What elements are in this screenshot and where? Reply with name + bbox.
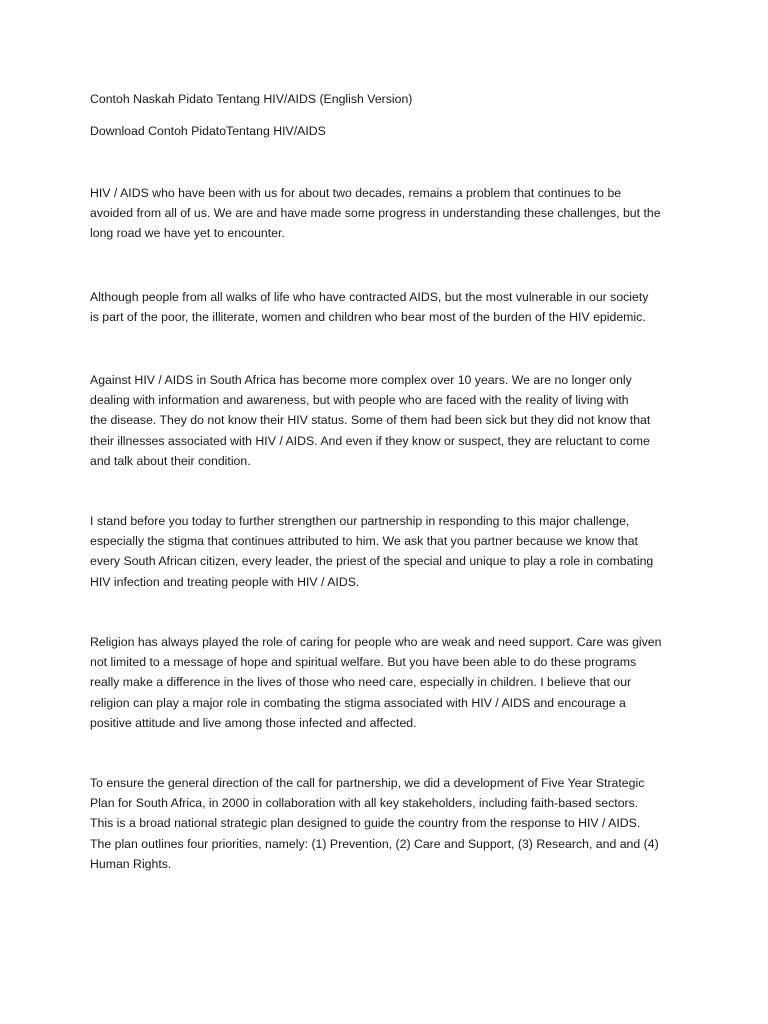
paragraph-line: every South African citizen, every leader, the priest of the special and unique to play a role in combating (90, 554, 654, 569)
paragraph-4 (90, 511, 690, 592)
paragraph-line: long road we have yet to encounter. (90, 226, 285, 241)
paragraph-line: not limited to a message of hope and spiritual welfare. But you have been able to do these programs (90, 655, 637, 670)
paragraph-6 (90, 773, 690, 874)
paragraph-line: HIV / AIDS who have been with us for about two decades, remains a problem that continues to be (90, 186, 622, 200)
document-title-text: Contoh Naskah Pidato Tentang HIV/AIDS (English Version) (90, 92, 413, 106)
paragraph-line: is part of the poor, the illiterate, women and children who bear most of the burden of the HIV epidemic. (90, 310, 646, 325)
paragraph-line: their illnesses associated with HIV / AIDS. And even if they know or suspect, they are reluctant to come (90, 433, 650, 448)
paragraph-line: the disease. They do not know their HIV status. Some of them had been sick but they did not know that (90, 413, 651, 428)
document-title (90, 89, 690, 109)
paragraph-line: religion can play a major role in combating the stigma associated with HIV / AIDS and encourage a (90, 695, 626, 710)
document-subtitle-text: Download Contoh PidatoTentang HIV/AIDS (90, 124, 326, 138)
paragraph-5 (90, 632, 690, 733)
paragraph-line: Against HIV / AIDS in South Africa has become more complex over 10 years. We are no longer only (90, 373, 632, 387)
paragraph-line: I stand before you today to further strengthen our partnership in responding to this major challenge, (90, 514, 630, 528)
paragraph-line: HIV infection and treating people with HIV / AIDS. (90, 574, 360, 589)
paragraph-line: This is a broad national strategic plan designed to guide the country from the response to HIV / AIDS. (90, 816, 641, 831)
paragraph-line: Religion has always played the role of caring for people who are weak and need support. Care was given (90, 635, 662, 649)
paragraph-line: positive attitude and live among those infected and affected. (90, 715, 417, 730)
paragraph-line: avoided from all of us. We are and have made some progress in understanding these challenges, but the (90, 206, 661, 221)
paragraph-line: Human Rights. (90, 856, 172, 871)
paragraph-line: Plan for South Africa, in 2000 in collaboration with all key stakeholders, including faith-based sectors. (90, 796, 639, 811)
paragraph-line: dealing with information and awareness, but with people who are faced with the reality of living with (90, 393, 629, 408)
paragraph-line: To ensure the general direction of the call for partnership, we did a development of Five Year Strategic (90, 776, 645, 790)
paragraph-1 (90, 183, 690, 244)
paragraph-line: especially the stigma that continues attributed to him. We ask that you partner because we know that (90, 534, 638, 549)
paragraph-line: The plan outlines four priorities, namely: (1) Prevention, (2) Care and Support, (3) Research, and and (4) (90, 836, 659, 851)
document-subtitle (90, 121, 690, 141)
paragraph-line: really make a difference in the lives of those who need care, especially in children. I believe that our (90, 675, 632, 690)
paragraph-line: and talk about their condition. (90, 453, 251, 468)
paragraph-3 (90, 370, 690, 471)
paragraph-2 (90, 287, 690, 327)
paragraph-line: Although people from all walks of life who have contracted AIDS, but the most vulnerable in our society (90, 290, 649, 304)
